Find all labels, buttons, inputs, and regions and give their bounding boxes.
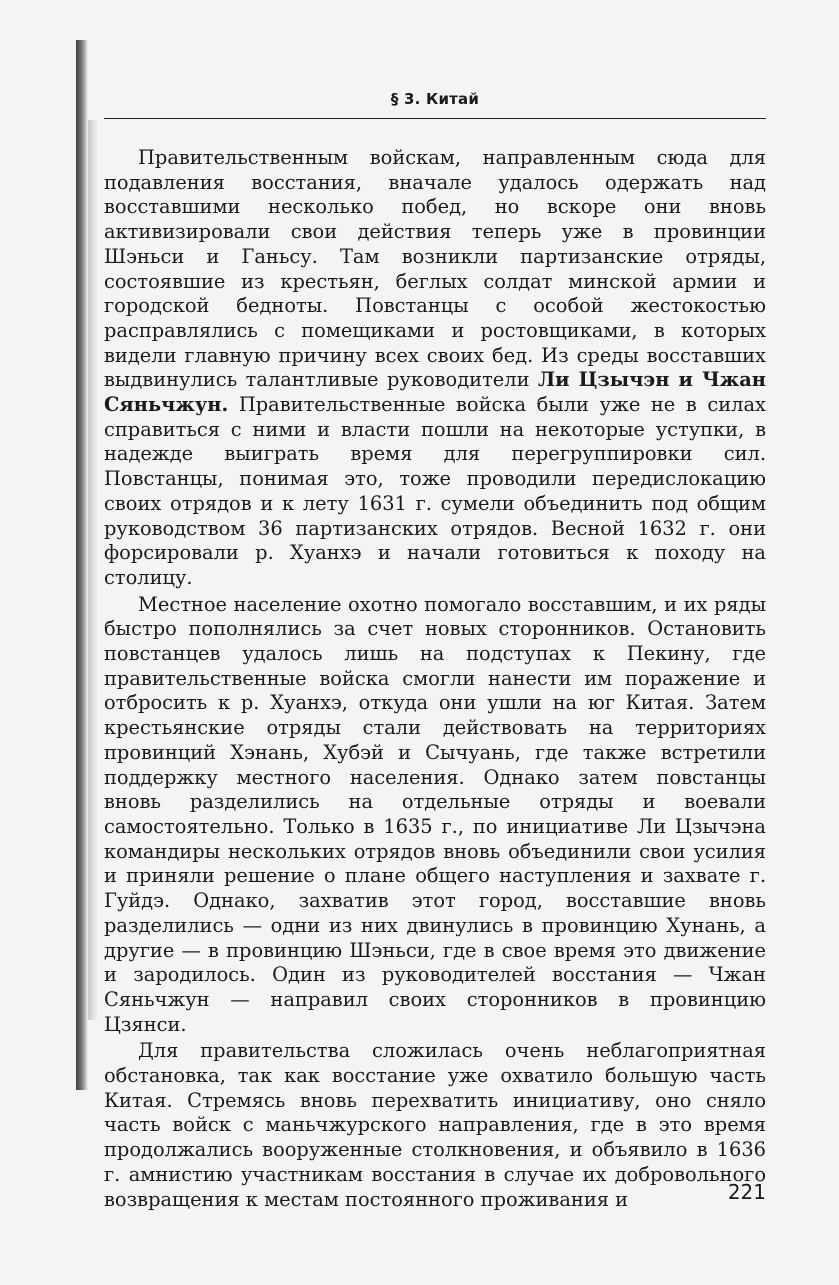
- header-rule: [104, 118, 766, 119]
- book-spine-shadow: [76, 40, 88, 1090]
- body-text: [104, 146, 766, 1212]
- page-number: 221: [727, 1180, 766, 1204]
- paragraph-1: [104, 146, 766, 591]
- running-head: § 3. Китай: [390, 90, 480, 108]
- paragraph-3: Для правительства сложилась очень неблагоприятная обстановка, так как восстание уже охватило большую часть Китая. Стремясь вновь перехватить инициативу, оно сняло часть войск с маньчжурского направления, где в это время продолжались вооруженные столкновения, и объявило в 1636 г. амнистию участникам восстания в случае их добровольного возвращения к местам постоянного проживания и: [104, 1039, 766, 1211]
- leaders-names: Ли Цзычэн и Чжан Сяньчжун.: [104, 368, 766, 417]
- page-gutter-shadow: [88, 120, 98, 1020]
- paragraph-2: Местное население охотно помогало восставшим, и их ряды быстро пополнялись за счет новых сторонников. Остановить повстанцев удалось лишь на подступах к Пекину, где правительственные войска смогли нанести им поражение и отбросить к р. Хуанхэ, откуда они ушли на юг Китая. Затем крестьянские отряды стали действовать на территориях провинций Хэнань, Хубэй и Сычуань, где также встретили поддержку местного населения. Однако затем повстанцы вновь разделились на отдельные отряды и воевали самостоятельно. Только в 1635 г., по инициативе Ли Цзычэна командиры нескольких отрядов вновь объединили свои усилия и приняли решение о плане общего наступления и захвате г. Гуйдэ. Однако, захватив этот город, восставшие вновь разделились — одни из них двинулись в провинцию Хунань, а другие — в провинцию Шэньси, где в свое время это движение и зародилось. Один из руководителей восстания — Чжан Сяньчжун — направил своих сторонников в провинцию Цзянси.: [104, 592, 766, 1036]
- paragraph-1-before: Правительственным войскам, направленным сюда для подавления восстания, вначале удалось одержать над восставшими несколько побед, но вскоре они вновь активизировали свои действия теперь уже в провинции Шэньси и Ганьсу. Там возникли партизанские отряды, состоявшие из крестьян, беглых солдат минской армии и городской бедноты. Повстанцы с особой жестокостью расправлялись с помещиками и ростовщиками, в которых видели главную причину всех своих бед. Из среды восставших выдвинулись талантливые руководители: [104, 146, 766, 392]
- paragraph-1-after: Правительственные войска были уже не в силах справиться с ними и власти пошли на некоторые уступки, в надежде выиграть время для перегруппировки сил. Повстанцы, понимая это, тоже проводили передислокацию своих отрядов и к лету 1631 г. сумели объединить под общим руководством 36 партизанских отрядов. Весной 1632 г. они форсировали р. Хуанхэ и начали готовиться к походу на столицу.: [104, 393, 766, 589]
